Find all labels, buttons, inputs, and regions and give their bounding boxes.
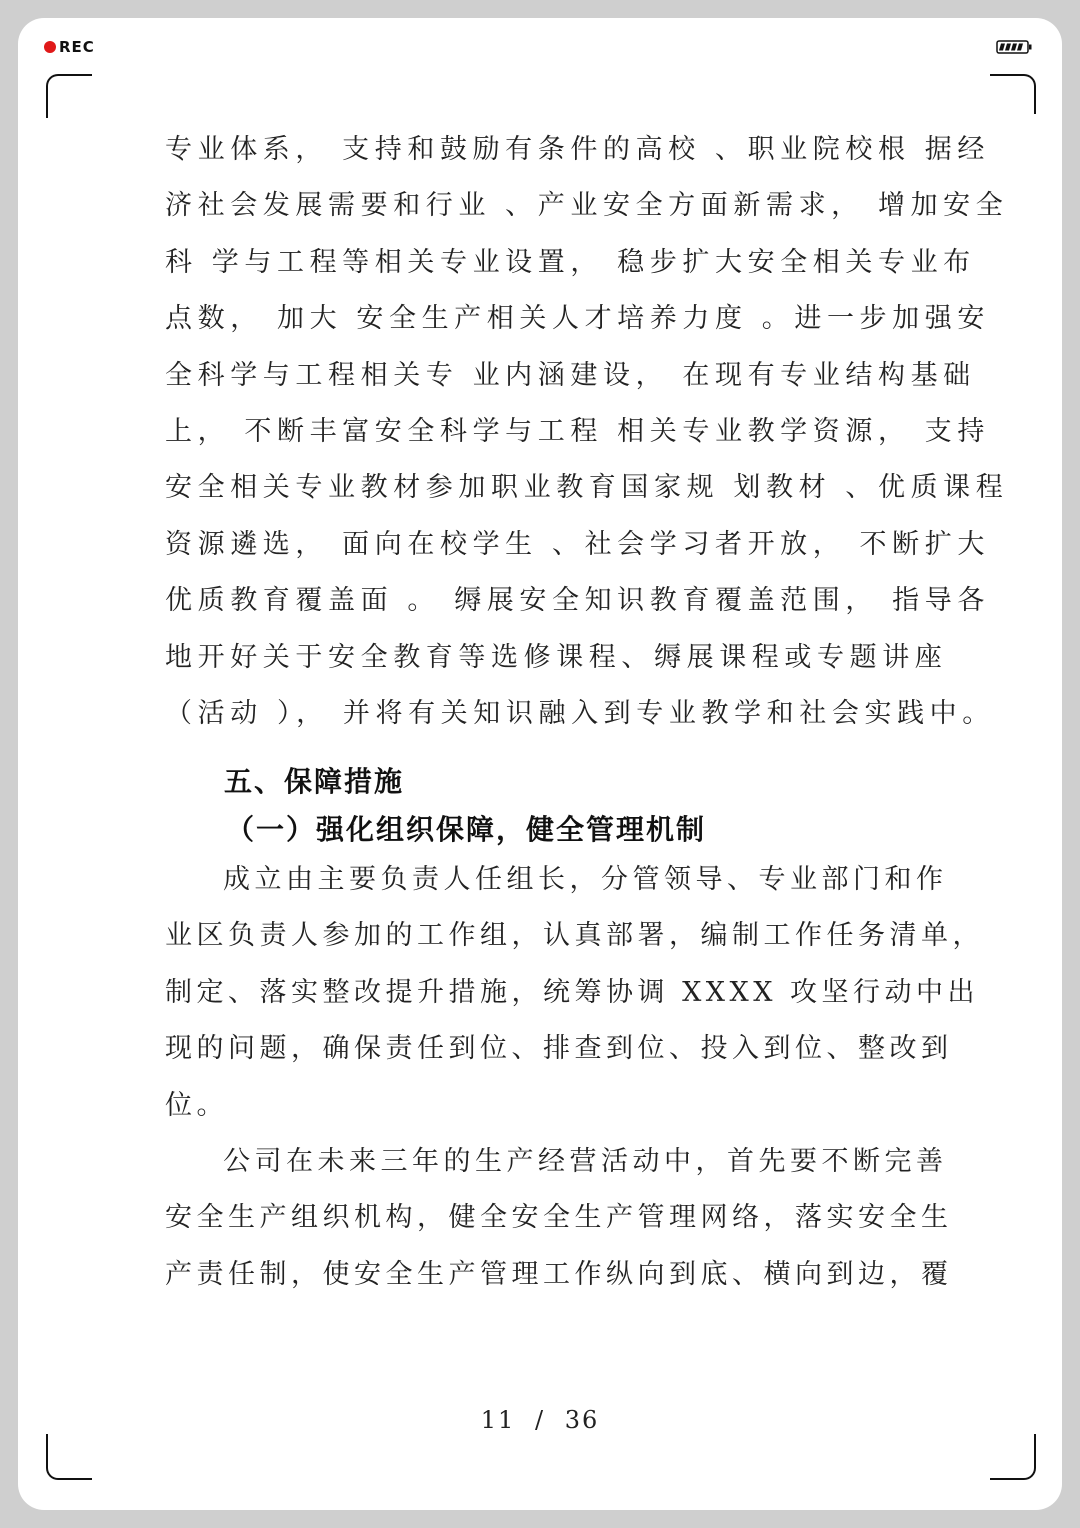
text-line: 科 学与工程等相关专业设置， 稳步扩大安全相关专业布 bbox=[165, 246, 976, 278]
current-page: 11 bbox=[480, 1406, 516, 1434]
text-line: 位。 bbox=[165, 1089, 228, 1121]
viewfinder-corner-bottom-left bbox=[46, 1434, 92, 1480]
viewfinder-corner-bottom-right bbox=[990, 1434, 1036, 1480]
text-line: 公司在未来三年的生产经营活动中，首先要不断完善 bbox=[223, 1146, 948, 1177]
section-heading: 五、保障措施 bbox=[224, 765, 405, 798]
text-line: 制定、落实整改提升措施，统筹协调 XXXX 攻坚行动中出 bbox=[165, 976, 980, 1008]
text-line: 全科学与工程相关专 业内涵建设， 在现有专业结构基础 bbox=[165, 359, 976, 391]
paragraph-organization bbox=[165, 852, 984, 1134]
viewfinder-corner-top-left bbox=[46, 74, 92, 118]
viewfinder-corner-top-right bbox=[990, 74, 1036, 114]
rec-label: REC bbox=[59, 38, 95, 56]
page-separator: / bbox=[534, 1406, 546, 1434]
text-line: 安全相关专业教材参加职业教育国家规 划教材 、优质课程 bbox=[165, 472, 1009, 504]
text-line: 上， 不断丰富安全科学与工程 相关专业教学资源， 支持 bbox=[165, 415, 990, 447]
page-indicator bbox=[0, 1406, 1080, 1434]
text-line: 产责任制，使安全生产管理工作纵向到底、横向到边，覆 bbox=[165, 1258, 953, 1290]
total-pages: 36 bbox=[564, 1406, 600, 1434]
text-line: 济社会发展需要和行业 、产业安全方面新需求， 增加安全 bbox=[165, 190, 1009, 222]
text-line: 专业体系， 支持和鼓励有条件的高校 、职业院校根 据经 bbox=[165, 134, 990, 165]
text-line: 优质教育覆盖面 。 缛展安全知识教育覆盖范围， 指导各 bbox=[165, 585, 990, 617]
recording-indicator bbox=[44, 38, 95, 56]
text-line: 地开好关于安全教育等选修课程、缛展课程或专题讲座 bbox=[165, 641, 948, 673]
rec-dot-icon bbox=[44, 41, 56, 53]
text-line: 资源遴选， 面向在校学生 、社会学习者开放， 不断扩大 bbox=[165, 528, 990, 560]
text-line: 成立由主要负责人任组长，分管领导、专业部门和作 bbox=[223, 864, 948, 895]
text-line: 点数， 加大 安全生产相关人才培养力度 。进一步加强安 bbox=[165, 303, 990, 335]
text-line: 现的问题，确保责任到位、排查到位、投入到位、整改到 bbox=[165, 1033, 953, 1065]
text-line: （活动 ）， 并将有关知识融入到专业教学和社会实践中。 bbox=[165, 697, 995, 729]
text-line: 安全生产组织机构，健全安全生产管理网络，落实安全生 bbox=[165, 1202, 953, 1234]
paragraph-continued bbox=[165, 122, 1009, 742]
text-line: 业区负责人参加的工作组，认真部署，编制工作任务清单， bbox=[165, 920, 984, 952]
paragraph-company bbox=[165, 1134, 953, 1303]
subsection-heading: （一）强化组织保障，健全管理机制 bbox=[226, 813, 707, 846]
battery-icon bbox=[996, 40, 1032, 54]
